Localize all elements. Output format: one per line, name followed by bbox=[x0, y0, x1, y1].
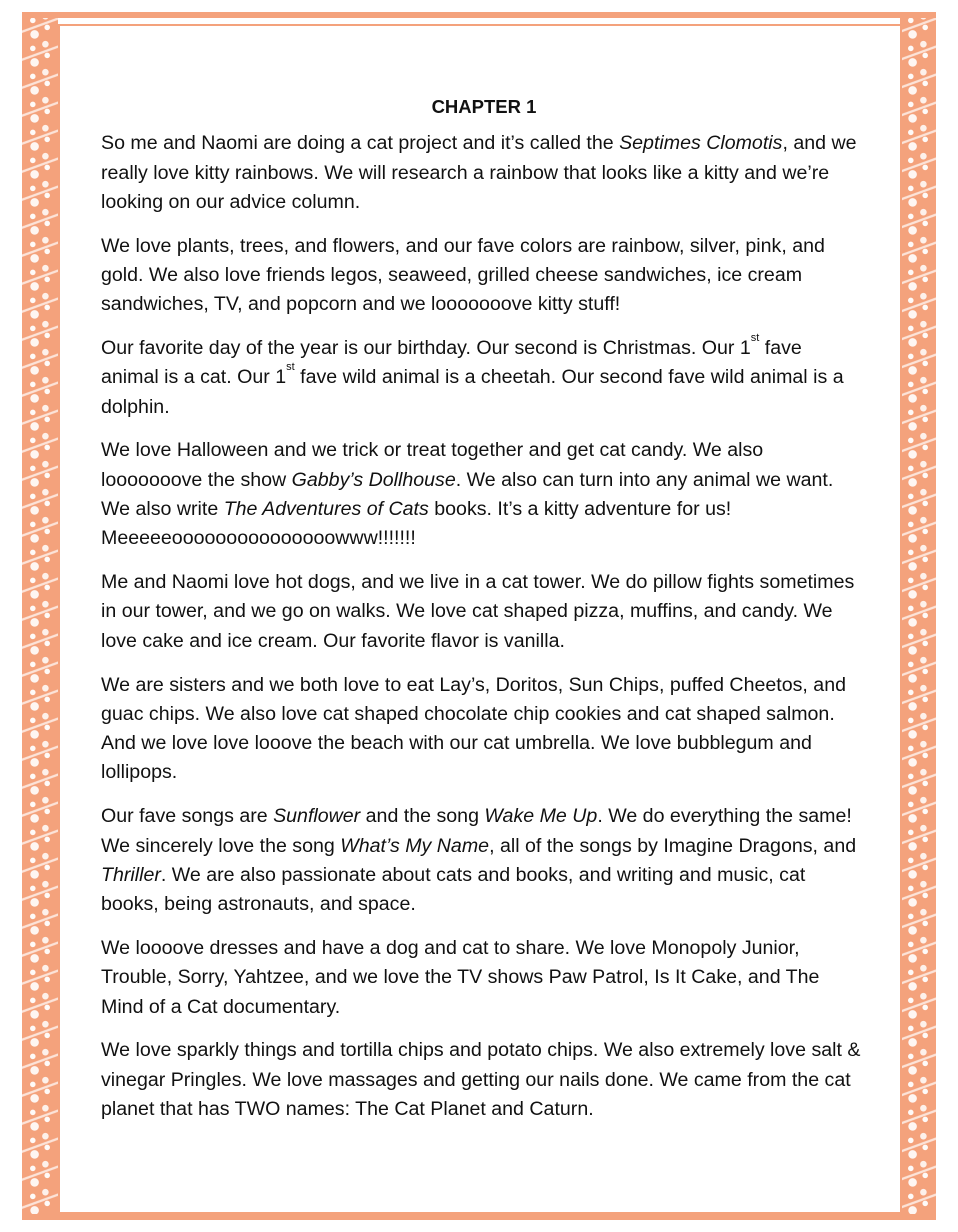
paragraph bbox=[101, 802, 861, 919]
border-bottom bbox=[22, 1214, 936, 1220]
floral-vine-border-right bbox=[900, 12, 936, 1220]
text-run: Our favorite day of the year is our birthday. Our second is Christmas. Our 1 bbox=[101, 337, 751, 360]
italic-title: Gabby’s Dollhouse bbox=[291, 468, 456, 491]
text-run: We loooove dresses and have a dog and cat to share. We love Monopoly Junior, Trouble, Sorry, Yahtzee, and we love the TV shows Paw Patrol, Is It Cake, and The Mind of a Cat documentary. bbox=[101, 936, 820, 1018]
italic-title: Septimes Clomotis bbox=[619, 132, 783, 155]
paragraph bbox=[101, 334, 861, 422]
text-run: We love sparkly things and tortilla chips and potato chips. We also extremely love salt & vinegar Pringles. We love massages and getting our nails done. We came from the cat planet that has TWO names: The Cat Planet and Caturn. bbox=[101, 1039, 861, 1120]
paragraph bbox=[101, 1036, 861, 1124]
ordinal-suffix: st bbox=[286, 361, 295, 374]
paragraph bbox=[101, 934, 861, 1022]
italic-title: The Adventures of Cats bbox=[223, 498, 429, 521]
text-run: books. It’s a kitty adventure for us! Meeeeeooooooooooooooowww!!!!!!! bbox=[101, 498, 732, 550]
text-run: . We also can turn into any animal we want. We also write bbox=[101, 468, 834, 521]
border-top bbox=[22, 12, 936, 18]
chapter-content bbox=[101, 92, 861, 1139]
paragraph bbox=[101, 568, 861, 656]
text-run: . We do everything the same! We sincerely love the song bbox=[101, 805, 852, 857]
text-run: , all of the songs by Imagine Dragons, and bbox=[489, 834, 857, 857]
floral-vine-border-left bbox=[22, 12, 58, 1220]
italic-title: Thriller bbox=[101, 863, 161, 886]
paragraph-list bbox=[101, 129, 861, 1124]
text-run: fave wild animal is a cheetah. Our second fave wild animal is a dolphin. bbox=[101, 366, 844, 418]
text-run: . We are also passionate about cats and books, and writing and music, cat books, being astronauts, and space. bbox=[101, 863, 806, 916]
text-run: and the song bbox=[360, 805, 485, 828]
paragraph bbox=[101, 436, 861, 553]
text-run: Our fave songs are bbox=[101, 805, 274, 828]
text-run: Me and Naomi love hot dogs, and we live in a cat tower. We do pillow fights sometimes in our tower, and we go on walks. We love cat shaped pizza, muffins, and candy. We love cake and ice cream. Our favorite flavor is vanilla. bbox=[101, 571, 855, 652]
paragraph bbox=[101, 232, 861, 320]
text-run: fave animal is a cat. Our 1 bbox=[101, 337, 802, 389]
italic-title: Wake Me Up bbox=[484, 805, 598, 828]
italic-title: What’s My Name bbox=[340, 834, 490, 857]
text-run: So me and Naomi are doing a cat project and it’s called the bbox=[101, 132, 620, 155]
italic-title: Sunflower bbox=[273, 805, 361, 828]
chapter-title: CHAPTER 1 bbox=[431, 96, 537, 117]
ordinal-suffix: st bbox=[750, 332, 760, 345]
text-run: We are sisters and we both love to eat Lay’s, Doritos, Sun Chips, puffed Cheetos, and guac chips. We also love cat shaped chocolate chip cookies and cat shaped salmon. And we love love looove the beach with our cat umbrella. We love bubblegum and lollipops. bbox=[101, 673, 846, 784]
text-run: We love plants, trees, and flowers, and our fave colors are rainbow, silver, pink, and gold. We also love friends legos, seaweed, grilled cheese sandwiches, ice cream sandwiches, TV, and popcorn and we looooooove kitty stuff! bbox=[101, 234, 825, 316]
paragraph bbox=[101, 671, 861, 788]
text-run: We love Halloween and we trick or treat together and get cat candy. We also looooooove the show bbox=[101, 439, 764, 491]
paragraph bbox=[101, 129, 861, 217]
text-run: , and we really love kitty rainbows. We will research a rainbow that looks like a kitty and we’re looking on our advice column. bbox=[101, 132, 857, 213]
